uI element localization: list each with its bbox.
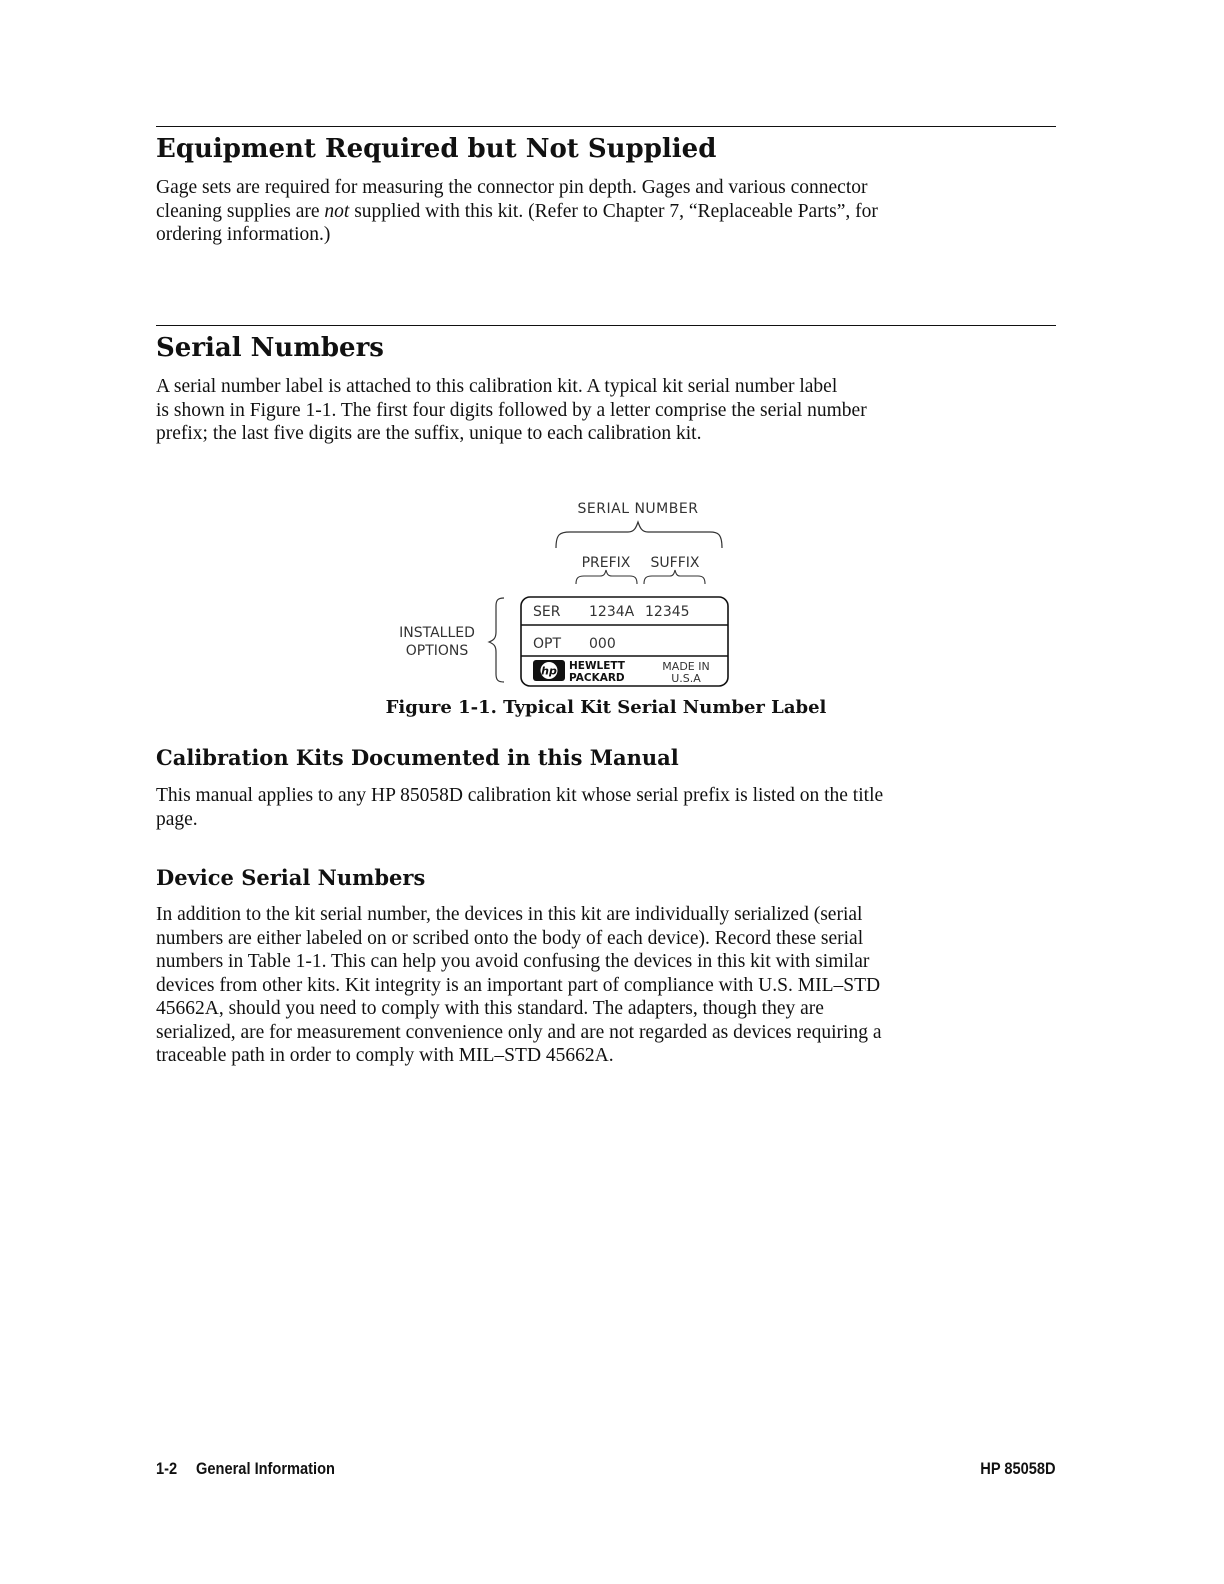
ser-text: SER [533,604,561,620]
chapter-title: General Information [196,1459,335,1478]
figure-caption: Figure 1-1. Typical Kit Serial Number Label [385,697,827,718]
equipment-paragraph [156,176,1056,247]
hp-logo-icon [533,660,565,681]
device-serial-heading: Device Serial Numbers [156,865,426,890]
serial-label-diagram [380,490,740,690]
equipment-line-2-start: cleaning supplies are [156,200,325,222]
opt-value: 000 [589,636,616,652]
options-brace [489,598,504,682]
prefix-brace [576,570,637,584]
device-line-2: numbers are either labeled on or scribed onto the body of each device). Record these serial [156,927,864,949]
ser-suffix-value: 12345 [645,604,690,620]
installed-text: INSTALLED [399,625,475,641]
suffix-text: SUFFIX [650,555,700,571]
section-rule [156,126,1056,127]
suffix-brace [644,570,705,584]
device-line-1: In addition to the kit serial number, the devices in this kit are individually serialized (serial [156,904,863,925]
calibration-kits-paragraph [156,784,1056,831]
equipment-line-2-end: supplied with this kit. (Refer to Chapter 7, “Replaceable Parts”, for [349,200,878,222]
serial-numbers-heading: Serial Numbers [156,333,384,363]
equipment-line-1: Gage sets are required for measuring the connector pin depth. Gages and various connector [156,177,868,198]
device-line-5: 45662A, should you need to comply with this standard. The adapters, though they are [156,998,824,1019]
prefix-text: PREFIX [581,555,631,571]
equipment-line-2 [156,200,1056,224]
serial-line-2: is shown in Figure 1-1. The first four digits followed by a letter comprise the serial number [156,399,867,421]
equipment-line-3: ordering information.) [156,224,331,245]
device-serial-paragraph [156,903,1056,1068]
options-text: OPTIONS [405,643,469,659]
serial-number-brace [556,522,722,548]
page-number: 1-2 [156,1459,178,1478]
serial-line-1: A serial number label is attached to this calibration kit. A typical kit serial number label [156,376,838,397]
calibration-line-1: This manual applies to any HP 85058D calibration kit whose serial prefix is listed on the title [156,785,884,806]
serial-numbers-paragraph [156,375,1056,446]
usa-text: U.S.A [671,672,701,685]
opt-text: OPT [533,636,562,652]
emphasis-not: not [324,200,350,222]
footer-product: HP 85058D [980,1459,1056,1478]
device-line-6: serialized, are for measurement convenience only and are not regarded as devices requiring a [156,1021,882,1043]
device-line-3: numbers in Table 1-1. This can help you avoid confusing the devices in this kit with similar [156,951,870,972]
section-rule [156,325,1056,326]
hp-logo-mark: hp [541,664,557,678]
logo-packard: PACKARD [569,672,625,684]
serial-number-text: SERIAL NUMBER [577,501,699,517]
made-in-text: MADE IN [662,660,710,673]
calibration-line-2: page. [156,808,198,830]
device-line-7: traceable path in order to comply with MIL–STD 45662A. [156,1045,614,1066]
footer-left [156,1458,335,1480]
serial-label-figure [380,490,740,690]
serial-line-3: prefix; the last five digits are the suffix, unique to each calibration kit. [156,423,702,444]
calibration-kits-heading: Calibration Kits Documented in this Manual [156,745,679,770]
logo-hewlett: HEWLETT [569,660,625,672]
device-line-4: devices from other kits. Kit integrity is an important part of compliance with U.S. MIL–STD [156,974,881,996]
equipment-heading: Equipment Required but Not Supplied [156,134,717,164]
ser-prefix-value: 1234A [589,604,635,620]
